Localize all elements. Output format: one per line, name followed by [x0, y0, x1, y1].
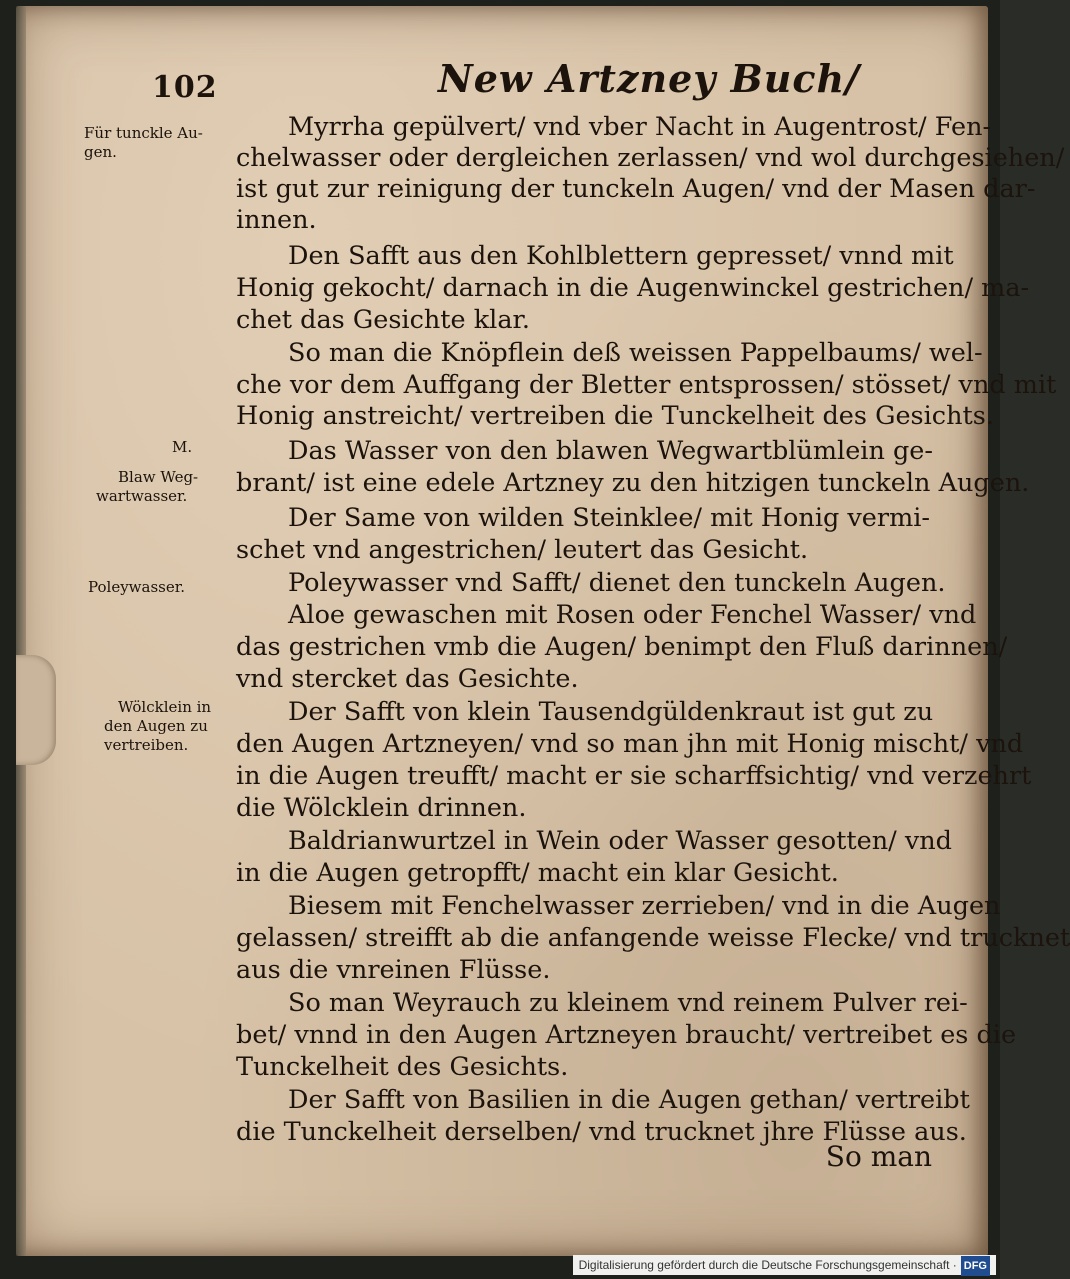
text-line: innen. [236, 205, 317, 235]
catchword: So man [825, 1140, 932, 1173]
text-line: Aloe gewaschen mit Rosen oder Fenchel Wasser/ vnd [288, 600, 977, 630]
text-line: Tunckelheit des Gesichts. [236, 1052, 569, 1082]
text-line: die Wölcklein drinnen. [236, 793, 527, 823]
margin-note-line: Wölcklein in [118, 698, 212, 716]
text-line: So man die Knöpflein deß weissen Pappelbaums/ wel- [288, 338, 983, 368]
text-line: schet vnd angestrichen/ leutert das Gesicht. [236, 535, 809, 565]
text-line: Den Safft aus den Kohlblettern gepresset/ vnnd mit [288, 241, 954, 271]
text-line: che vor dem Auffgang der Bletter entsprossen/ stösset/ vnd mit [236, 370, 1057, 400]
margin-note-line: gen. [84, 143, 117, 161]
text-line: So man Weyrauch zu kleinem vnd reinem Pulver rei- [288, 988, 968, 1018]
margin-note-line: wartwasser. [96, 487, 188, 505]
text-line: Der Safft von klein Tausendgüldenkraut ist gut zu [288, 697, 934, 727]
margin-note-line: Für tunckle Au- [84, 124, 203, 142]
text-line: vnd stercket das Gesichte. [236, 664, 579, 694]
page-tab [16, 655, 56, 765]
page-number: 102 [152, 70, 218, 105]
text-line: den Augen Artzneyen/ vnd so man jhn mit Honig mischt/ vnd [236, 729, 1024, 759]
page-edge [16, 6, 26, 1256]
margin-note-poleywasser [88, 578, 185, 597]
text-line: Baldrianwurtzel in Wein oder Wasser gesotten/ vnd [288, 826, 952, 856]
margin-note-woelcklein [104, 698, 211, 755]
margin-note-line: den Augen zu [104, 717, 208, 735]
credit-text: Digitalisierung gefördert durch die Deutsche Forschungsgemeinschaft · [578, 1258, 957, 1272]
text-line: Myrrha gepülvert/ vnd vber Nacht in Augentrost/ Fen- [288, 112, 992, 142]
text-line: Honig anstreicht/ vertreiben die Tunckelheit des Gesichts. [236, 401, 994, 431]
margin-note-line: vertreiben. [104, 736, 189, 754]
text-line: gelassen/ streifft ab die anfangende weisse Flecke/ vnd trucknet [236, 923, 1070, 953]
text-line: Poleywasser vnd Safft/ dienet den tunckeln Augen. [288, 568, 946, 598]
text-line: chelwasser oder dergleichen zerlassen/ vnd wol durchgesiehen/ [236, 143, 1065, 173]
text-line: Der Same von wilden Steinklee/ mit Honig vermi- [288, 503, 931, 533]
text-line: die Tunckelheit derselben/ vnd trucknet jhre Flüsse aus. [236, 1117, 967, 1147]
margin-note-line: Blaw Weg- [118, 468, 199, 486]
text-line: chet das Gesichte klar. [236, 305, 531, 335]
margin-note-line: Poleywasser. [88, 578, 186, 596]
text-line: Biesem mit Fenchelwasser zerrieben/ vnd in die Augen [288, 891, 1001, 921]
dfg-logo: DFG [961, 1256, 990, 1276]
margin-note-m [172, 438, 192, 457]
text-line: das gestrichen vmb die Augen/ benimpt den Fluß darinnen/ [236, 632, 1008, 662]
text-line: ist gut zur reinigung der tunckeln Augen/ vnd der Masen dar- [236, 174, 1036, 204]
margin-note-tunckle-augen [84, 124, 203, 162]
text-line: aus die vnreinen Flüsse. [236, 955, 551, 985]
text-line: in die Augen treufft/ macht er sie scharffsichtig/ vnd verzehrt [236, 761, 1032, 791]
text-line: brant/ ist eine edele Artzney zu den hitzigen tunckeln Augen. [236, 468, 1030, 498]
margin-note-wegwartwasser [96, 468, 198, 506]
text-line: Der Safft von Basilien in die Augen gethan/ vertreibt [288, 1085, 970, 1115]
margin-note-line: M. [172, 438, 193, 456]
digitization-credit [573, 1255, 996, 1275]
text-line: in die Augen getropfft/ macht ein klar Gesicht. [236, 858, 839, 888]
text-line: Das Wasser von den blawen Wegwartblümlein ge- [288, 436, 934, 466]
text-line: bet/ vnnd in den Augen Artzneyen braucht/ vertreibet es die [236, 1020, 1017, 1050]
text-line: Honig gekocht/ darnach in die Augenwinckel gestrichen/ ma- [236, 273, 1030, 303]
running-title: New Artzney Buch/ [438, 56, 860, 101]
